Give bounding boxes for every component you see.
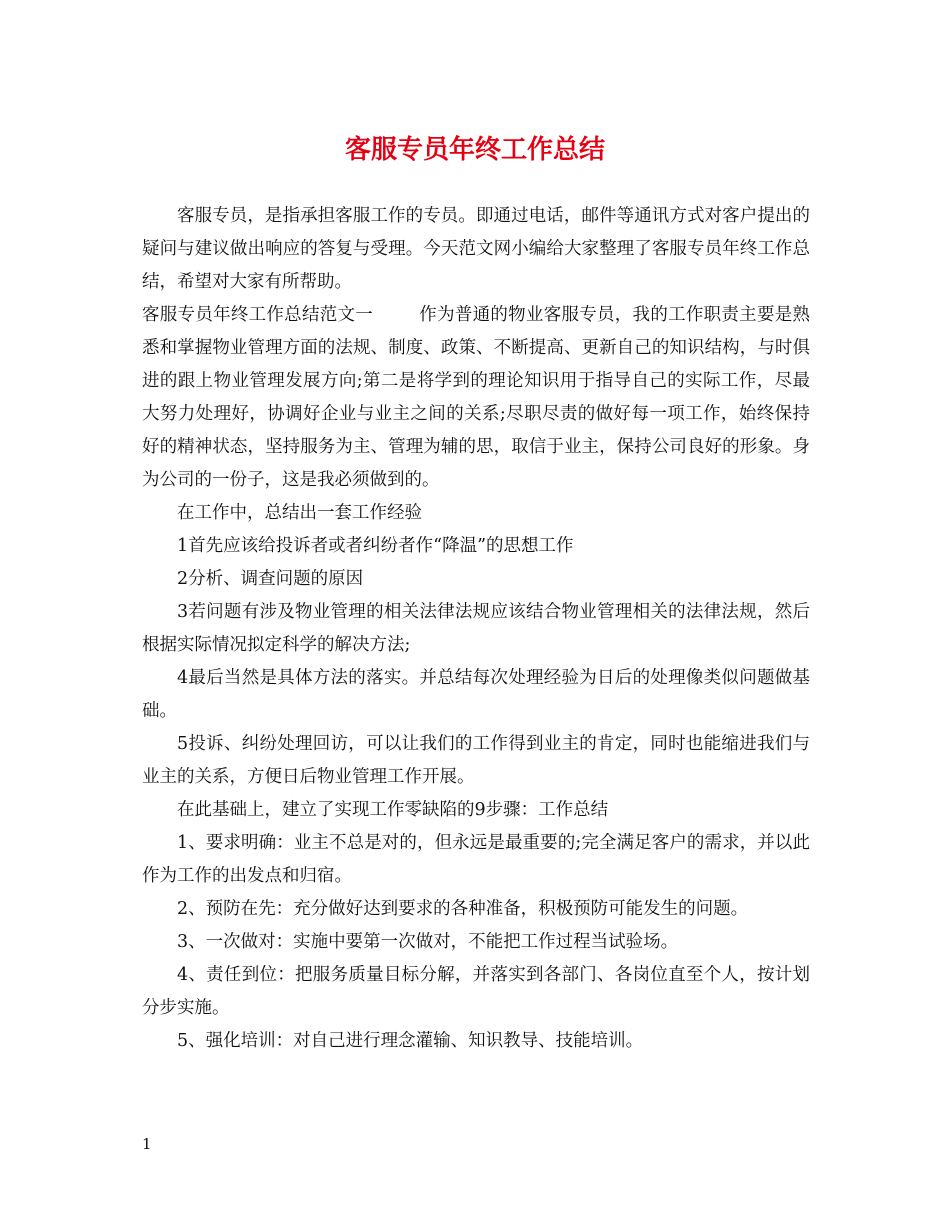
body-paragraph: 4、责任到位：把服务质量目标分解，并落实到各部门、各岗位直至个人，按计划分步实施。 — [142, 965, 810, 1018]
body-paragraph: 1、要求明确：业主不总是对的，但永远是最重要的;完全满足客户的需求，并以此作为工作的出发点和归宿。 — [142, 833, 810, 886]
body-paragraph: 2、预防在先：充分做好达到要求的各种准备，积极预防可能发生的问题。 — [177, 899, 749, 919]
body-paragraph: 2分析、调查问题的原因 — [177, 569, 364, 589]
sample-text: 作为普通的物业客服专员，我的工作职责主要是熟悉和掌握物业管理方面的法规、制度、政策、不断提高、更新自己的知识结构，与时俱进的跟上物业管理发展方向;第二是将学到的理论知识用于指导自己的实际工作，尽最大努力处理好，协调好企业与业主之间的关系;尽职尽责的做好每一项工作，始终保持好的精神状态，坚持服务为主、管理为辅的思，取信于业主，保持公司良好的形象。身为公司的一份子，这是我必须做到的。 — [142, 305, 811, 490]
body-paragraph: 3若问题有涉及物业管理的相关法律法规应该结合物业管理相关的法律法规，然后根据实际情况拟定科学的解决方法; — [142, 602, 810, 655]
sample-heading: 客服专员年终工作总结范文一 — [142, 305, 374, 325]
body-paragraph: 1首先应该给投诉者或者纠纷者作“降温”的思想工作 — [177, 536, 574, 556]
body-paragraph: 4最后当然是具体方法的落实。并总结每次处理经验为日后的处理像类似问题做基础。 — [142, 668, 810, 721]
body-paragraph: 3、一次做对：实施中要第一次做对，不能把工作过程当试验场。 — [177, 932, 679, 952]
body-paragraph: 在工作中，总结出一套工作经验 — [177, 503, 422, 523]
document-body — [142, 200, 810, 1058]
body-paragraph: 5、强化培训：对自己进行理念灌输、知识教导、技能培训。 — [177, 1031, 644, 1051]
body-paragraph: 5投诉、纠纷处理回访，可以让我们的工作得到业主的肯定，同时也能缩进我们与业主的关系，方便日后物业管理工作开展。 — [142, 734, 810, 787]
sample-paragraph — [142, 299, 810, 497]
intro-paragraph: 客服专员，是指承担客服工作的专员。即通过电话，邮件等通讯方式对客户提出的疑问与建议做出响应的答复与受理。今天范文网小编给大家整理了客服专员年终工作总结，希望对大家有所帮助。 — [142, 206, 810, 292]
page-number: 1 — [142, 1135, 152, 1153]
body-paragraph: 在此基础上，建立了实现工作零缺陷的9步骤：工作总结 — [177, 800, 609, 820]
document-title: 客服专员年终工作总结 — [344, 135, 605, 165]
